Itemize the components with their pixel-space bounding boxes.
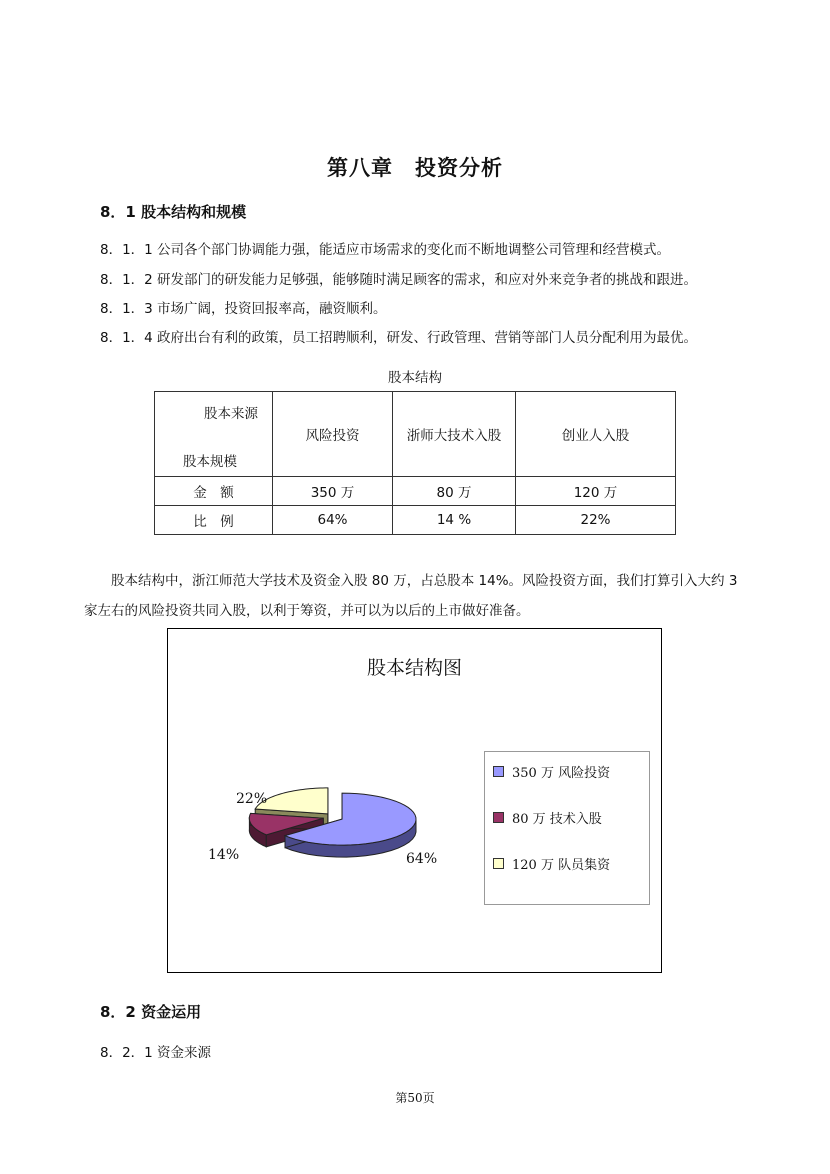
legend-label: 350 万 风险投资 <box>512 766 611 781</box>
list-item: 8．1．1 公司各个部门协调能力强，能适应市场需求的变化而不断地调整公司管理和经营模式。 <box>100 242 671 258</box>
legend-item <box>493 762 610 781</box>
legend-swatch <box>493 812 504 823</box>
data-label-22: 22% <box>236 791 268 807</box>
legend-swatch <box>493 858 504 869</box>
corner-bottom-label: 股本规模 <box>183 454 237 470</box>
section-heading-8-1: 8．1 股本结构和规模 <box>100 203 247 221</box>
chart-legend <box>484 751 650 905</box>
legend-item <box>493 854 610 873</box>
table-row <box>155 506 676 535</box>
table-cell: 14 % <box>393 506 516 535</box>
legend-label: 120 万 队员集资 <box>512 858 611 873</box>
body-paragraph: 股本结构中，浙江师范大学技术及资金入股 80 万，占总股本 14%。风险投资方面，我们打算引入大约 3 家左右的风险投资共同入股，以利于筹资，并可以为以后的上市做好准备。 <box>84 573 738 619</box>
list-item: 8．1．3 市场广阔，投资回报率高，融资顺利。 <box>100 301 387 317</box>
column-header: 创业人入股 <box>516 392 676 477</box>
table-cell: 350 万 <box>273 477 393 506</box>
chart-title: 股本结构图 <box>366 657 462 679</box>
page-number: 第50页 <box>395 1091 435 1105</box>
row-label: 比 例 <box>155 506 273 535</box>
table-cell: 22% <box>516 506 676 535</box>
legend-item <box>493 808 602 827</box>
list-item: 8．2．1 资金来源 <box>100 1045 212 1061</box>
legend-swatch <box>493 766 504 777</box>
table-cell: 120 万 <box>516 477 676 506</box>
data-label-14: 14% <box>208 847 240 863</box>
chapter-title: 第八章 投资分析 <box>327 156 503 180</box>
column-header: 风险投资 <box>273 392 393 477</box>
table-caption: 股本结构 <box>388 370 442 386</box>
data-label-64: 64% <box>406 851 438 867</box>
table-cell: 64% <box>273 506 393 535</box>
pie-chart <box>167 628 662 973</box>
legend-label: 80 万 技术入股 <box>512 812 602 827</box>
corner-top-label: 股本来源 <box>204 406 258 422</box>
list-item: 8．1．4 政府出台有利的政策，员工招聘顺利，研发、行政管理、营销等部门人员分配利用为最优。 <box>100 330 698 346</box>
stock-structure-table <box>154 391 676 535</box>
column-header: 浙师大技术入股 <box>393 392 516 477</box>
table-row <box>155 477 676 506</box>
list-item: 8．1．2 研发部门的研发能力足够强，能够随时满足顾客的需求，和应对外来竞争者的挑战和跟进。 <box>100 272 698 288</box>
table-corner-cell <box>155 392 273 477</box>
row-label: 金 额 <box>155 477 273 506</box>
section-heading-8-2: 8．2 资金运用 <box>100 1003 202 1021</box>
table-cell: 80 万 <box>393 477 516 506</box>
